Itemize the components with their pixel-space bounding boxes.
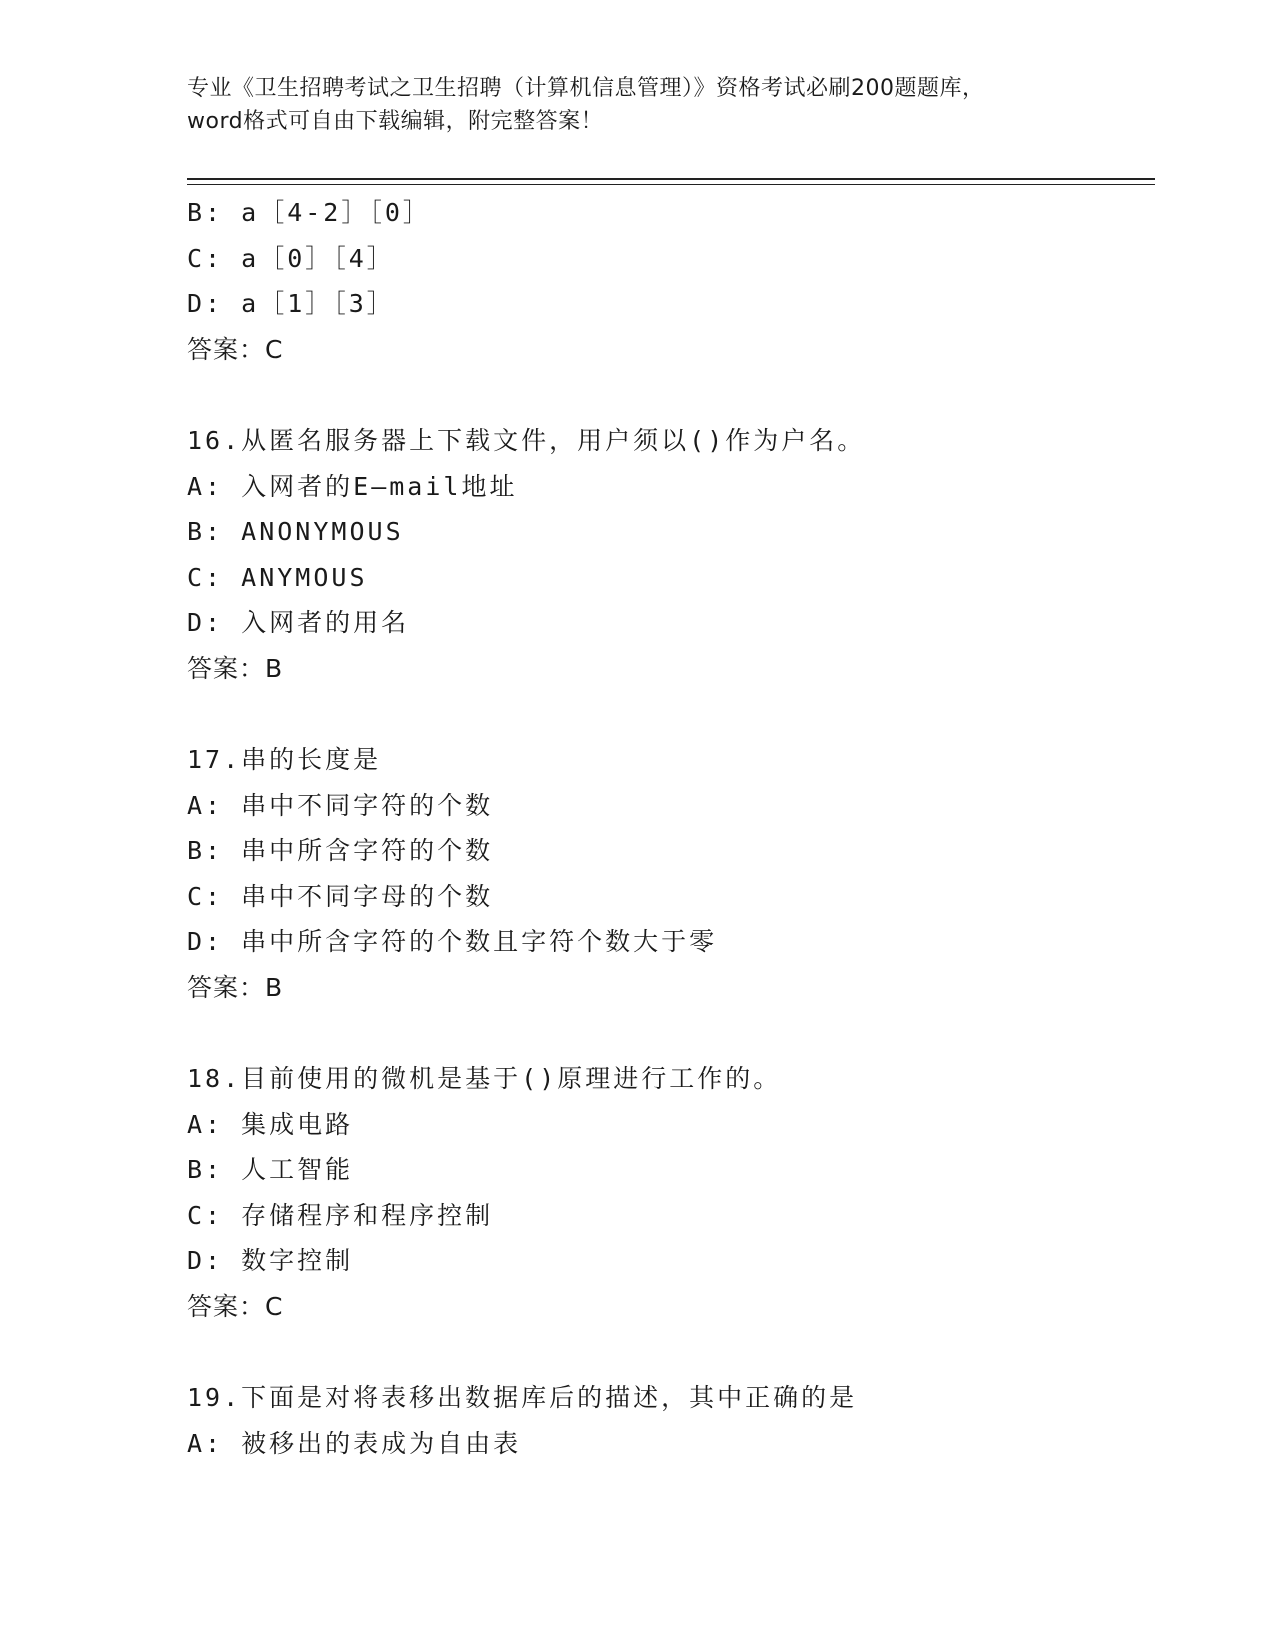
- option-d: D: 入网者的用名: [187, 608, 410, 637]
- answer-line: 答案：B: [187, 653, 284, 683]
- option-a: A: 集成电路: [187, 1109, 354, 1139]
- question-18: [187, 1056, 1155, 1329]
- option-b: B: a［4-2］［0］: [187, 198, 431, 227]
- question-stem: 16.从匿名服务器上下载文件，用户须以()作为户名。: [187, 426, 866, 455]
- option-a: A: 被移出的表成为自由表: [187, 1428, 522, 1458]
- document-header: [187, 72, 1087, 138]
- header-line-2: word格式可自由下载编辑，附完整答案！: [187, 109, 604, 134]
- option-b: B: 串中所含字符的个数: [187, 836, 494, 865]
- question-15-partial: [187, 190, 1155, 372]
- option-c: C: 存储程序和程序控制: [187, 1200, 494, 1230]
- answer-line: 答案：C: [187, 1291, 284, 1321]
- header-divider-thin: [187, 184, 1155, 185]
- question-list: [187, 190, 1155, 1466]
- header-divider-thick: [187, 178, 1155, 180]
- question-19: [187, 1375, 1155, 1466]
- option-c: C: 串中不同字母的个数: [187, 881, 494, 911]
- option-a: A: 入网者的E—mail地址: [187, 471, 518, 501]
- question-stem: 19.下面是对将表移出数据库后的描述，其中正确的是: [187, 1383, 858, 1412]
- option-c: C: a［0］［4］: [187, 243, 395, 273]
- option-b: B: 人工智能: [187, 1155, 354, 1184]
- answer-line: 答案：C: [187, 334, 284, 364]
- header-line-1: 专业《卫生招聘考试之卫生招聘（计算机信息管理）》资格考试必刷200题题库，: [187, 76, 985, 101]
- option-a: A: 串中不同字符的个数: [187, 790, 494, 820]
- option-d: D: a［1］［3］: [187, 289, 395, 318]
- answer-line: 答案：B: [187, 972, 284, 1002]
- option-d: D: 数字控制: [187, 1246, 354, 1275]
- question-16: [187, 418, 1155, 691]
- question-17: [187, 737, 1155, 1010]
- option-d: D: 串中所含字符的个数且字符个数大于零: [187, 927, 718, 956]
- question-stem: 17.串的长度是: [187, 745, 382, 774]
- option-b: B: ANONYMOUS: [187, 517, 404, 546]
- option-c: C: ANYMOUS: [187, 562, 368, 592]
- question-stem: 18.目前使用的微机是基于()原理进行工作的。: [187, 1064, 782, 1093]
